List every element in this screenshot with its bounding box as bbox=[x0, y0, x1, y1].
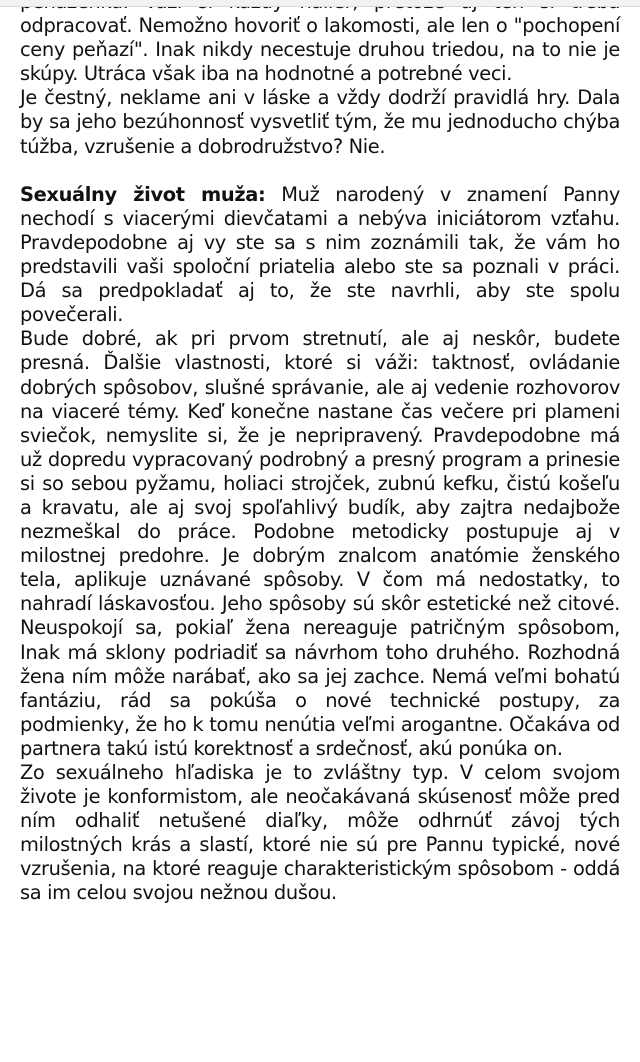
paragraph-honesty: Je čestný, neklame ani v láske a vždy dodrží pravidlá hry. Dala by sa jeho bezúhonnosť vysvetliť tým, že mu jednoducho chýba túžba, vzrušenie a dobrodružstvo? Nie. bbox=[20, 86, 620, 158]
section-heading: Sexuálny život muža: bbox=[20, 182, 266, 206]
section-intro-text: Muž narodený v znamení Panny nechodí s viacerými dievčatami a nebýva iniciátorom vzťahu. Pravdepodobne aj vy ste sa s nim zoznámili tak, že vám ho predstavili vaši spoloční priatelia alebo ste sa poznali v práci. Dá sa predpokladať aj to, že ste navrhli, aby ste spolu povečerali. bbox=[20, 182, 620, 327]
paragraph-spacer bbox=[20, 159, 620, 183]
article-body bbox=[20, 0, 620, 906]
paragraph-sexual-life-intro bbox=[20, 183, 620, 328]
paragraph-money: odpracovať. Nemožno hovoriť o lakomosti, ale len o "pochopení ceny peňazí". Inak nikdy necestuje druhou triedou, na to nie je skúpy. Utráca však iba na hodnotné a potrebné veci. bbox=[20, 14, 620, 86]
paragraph-first-date: Bude dobré, ak pri prvom stretnutí, ale aj neskôr, budete presná. Ďalšie vlastnosti, ktoré si váži: taktnosť, ovládanie dobrých spôsobov, slušné správanie, ale aj vedenie rozhovorov na viaceré témy. Keď konečne nastane čas večere pri plameni sviečok, nemyslite si, že je nepripravený. Pravdepodobne má už dopredu vypracovaný podrobný a presný program a prinesie si so sebou pyžamu, holiaci strojček, zubnú kefku, čistú košeľu a kravatu, ale aj svoj spoľahlivý budík, aby zajtra nedajbože nezmeškal do práce. Podobne metodicky postupuje aj v milostnej predohre. Je dobrým znalcom anatómie ženského tela, aplikuje uznávané spôsoby. V čom má nedostatky, to nahradí láskavosťou. Jeho spôsoby sú skôr estetické než citové. Neuspokojí sa, pokiaľ žena nereaguje patričným spôsobom, Inak má sklony podriadiť sa návrhom toho druhého. Rozhodná žena ním môže narábať, ako sa jej zachce. Nemá veľmi bohatú fantáziu, rád sa pokúša o nové technické postupy, za podmienky, že ho k tomu nenútia veľmi arogantne. Očakáva od partnera takú istú korektnosť a srdečnosť, akú ponúka on. bbox=[20, 327, 620, 760]
top-toolbar-edge bbox=[0, 0, 640, 7]
paragraph-sexual-type: Zo sexuálneho hľadiska je to zvláštny typ. V celom svojom živote je konformistom, ale neočakávaná skúsenosť môže pred ním odhaliť netušené diaľky, môže odhrnúť závoj tých milostných krás a slastí, ktoré nie sú pre Pannu typické, nové vzrušenia, na ktoré reaguje charakteristickým spôsobom - oddá sa im celou svojou nežnou dušou. bbox=[20, 761, 620, 905]
